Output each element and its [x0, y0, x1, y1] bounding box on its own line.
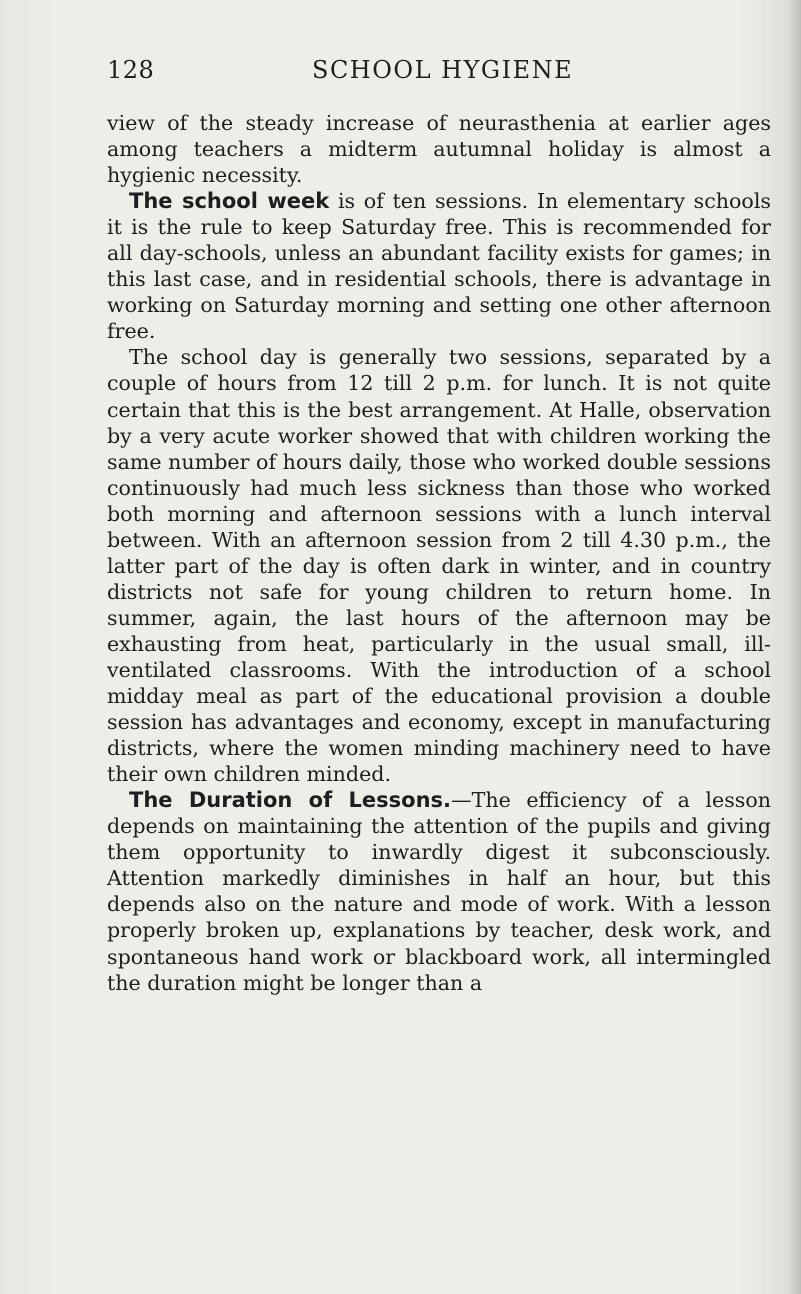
- page-edge-shadow: [787, 0, 801, 1294]
- paragraph-school-week-text: is of ten sessions. In elementary schools it is the rule to keep Saturday free. This is recommended for all day-schools, unless an abundant facility exists for games; in this last case, and in residential schools, there is advantage in working on Saturday morning and setting one other afternoon free.: [107, 189, 771, 344]
- paragraph-school-week: [107, 188, 771, 344]
- page-number: 128: [107, 56, 155, 84]
- body-text: [107, 110, 771, 996]
- paragraph-duration-of-lessons: [107, 787, 771, 995]
- paragraph-duration-text: —The efficiency of a lesson depends on maintaining the attention of the pupils and giving them opportunity to inwardly digest it subconsciously. Attention markedly diminishes in half an hour, but this depends also on the nature and mode of work. With a lesson properly broken up, explanations by teacher, desk work, and spontaneous hand work or blackboard work, all intermingled the duration might be longer than a: [107, 788, 771, 995]
- paragraph-1: [107, 110, 771, 188]
- paragraph-school-day-text: The school day is generally two sessions, separated by a couple of hours from 12 till 2 p.m. for lunch. It is not quite certain that this is the best arrangement. At Halle, observation by a very acute worker showed that with children working the same number of hours daily, those who worked double sessions continuously had much less sickness than those who worked both morning and afternoon sessions with a lunch interval between. With an afternoon session from 2 till 4.30 p.m., the latter part of the day is often dark in winter, and in country districts not safe for young children to return home. In summer, again, the last hours of the afternoon may be exhausting from heat, particularly in the usual small, ill-ventilated classrooms. With the introduction of a school midday meal as part of the educational provision a double session has advantages and economy, except in manufacturing districts, where the women minding machinery need to have their own children minded.: [107, 345, 771, 787]
- paragraph-1-text: view of the steady increase of neurasthenia at earlier ages among teachers a midterm autumnal holiday is almost a hygienic necessity.: [107, 111, 771, 188]
- paragraph-school-day: [107, 344, 771, 787]
- page-header: [107, 56, 767, 96]
- running-title: SCHOOL HYGIENE: [312, 56, 574, 84]
- heading-duration-of-lessons: The Duration of Lessons.: [129, 788, 452, 813]
- heading-school-week: The school week: [129, 189, 330, 214]
